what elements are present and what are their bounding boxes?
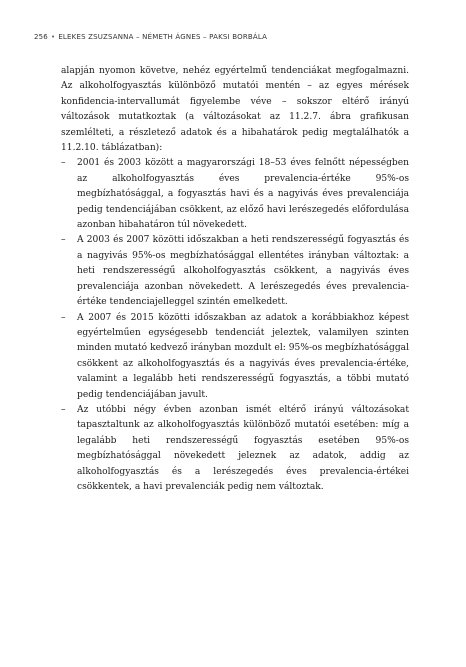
header-authors: ELEKES ZSUZSANNA – NÉMETH ÁGNES – PAKSI BORBÁLA [58,33,268,41]
running-header [34,33,267,41]
list-item-text: Az utóbbi négy évben azonban ismét eltérő irányú változásokat tapasztaltunk az alkoholfogyasztás különböző mutatói esetében: míg a legalább heti rendszerességű fogyasztás esetében 95%-os megbízhatósággal növekedett jeleznek az adatok, addig az alkoholfogyasztás és a lerészegedés éves prevalencia-értékei csökkentek, a havi prevalenciák pedig nem változtak. [77,404,409,492]
page-body [61,64,409,495]
bullet-dash: – [61,235,66,246]
list-item [61,233,409,310]
bullet-dash: – [61,312,66,323]
list-item [61,311,409,403]
header-separator: • [50,33,56,41]
intro-paragraph: alapján nyomon követve, nehéz egyértelmű tendenciákat megfogalmazni. Az alkoholfogyasztás különböző mutatói mentén – az egyes mérések konfidencia-intervallumát figyelembe véve – sokszor eltérő irányú változások mutatkoztak (a változásokat az 11.2.7. ábra grafikusan szemlélteti, a részletező adatok és a hibahatárok pedig megtalálhatók a 11.2.10. táblázatban): [61,66,409,154]
list-item [61,403,409,495]
bullet-dash: – [61,404,66,415]
bullet-dash: – [61,158,66,169]
list-item-text: A 2007 és 2015 közötti időszakban az adatok a korábbiakhoz képest egyértelműen egységesebb tendenciát jeleztek, valamilyen szinten minden mutató kedvező irányban mozdult el: 95%-os megbízhatósággal csökkent az alkoholfogyasztás és a nagyivás éves prevalencia-értéke, valamint a legalább heti rendszerességű fogyasztás, a többi mutató pedig tendenciájában javult. [77,312,409,400]
page-number: 256 [34,33,48,41]
list-item-text: A 2003 és 2007 közötti időszakban a heti rendszerességű fogyasztás és a nagyivás 95%-os megbízhatósággal ellentétes irányban változtak: a heti rendszerességű alkoholfogyasztás csökkent, a nagyivás éves prevalenciája azonban növekedett. A lerészegedés éves prevalencia-értéke tendenciajelleggel szintén emelkedett. [77,235,409,308]
bullet-list [61,156,409,495]
list-item [61,156,409,233]
list-item-text: 2001 és 2003 között a magyarországi 18–53 éves felnőtt népességben az alkoholfogyasztás éves prevalencia-értéke 95%-os megbízhatósággal, a fogyasztás havi és a nagyivás éves prevalenciája pedig tendenciájában csökkent, az előző havi lerészegedés előfordulása azonban hibahatáron túl növekedett. [77,158,409,231]
